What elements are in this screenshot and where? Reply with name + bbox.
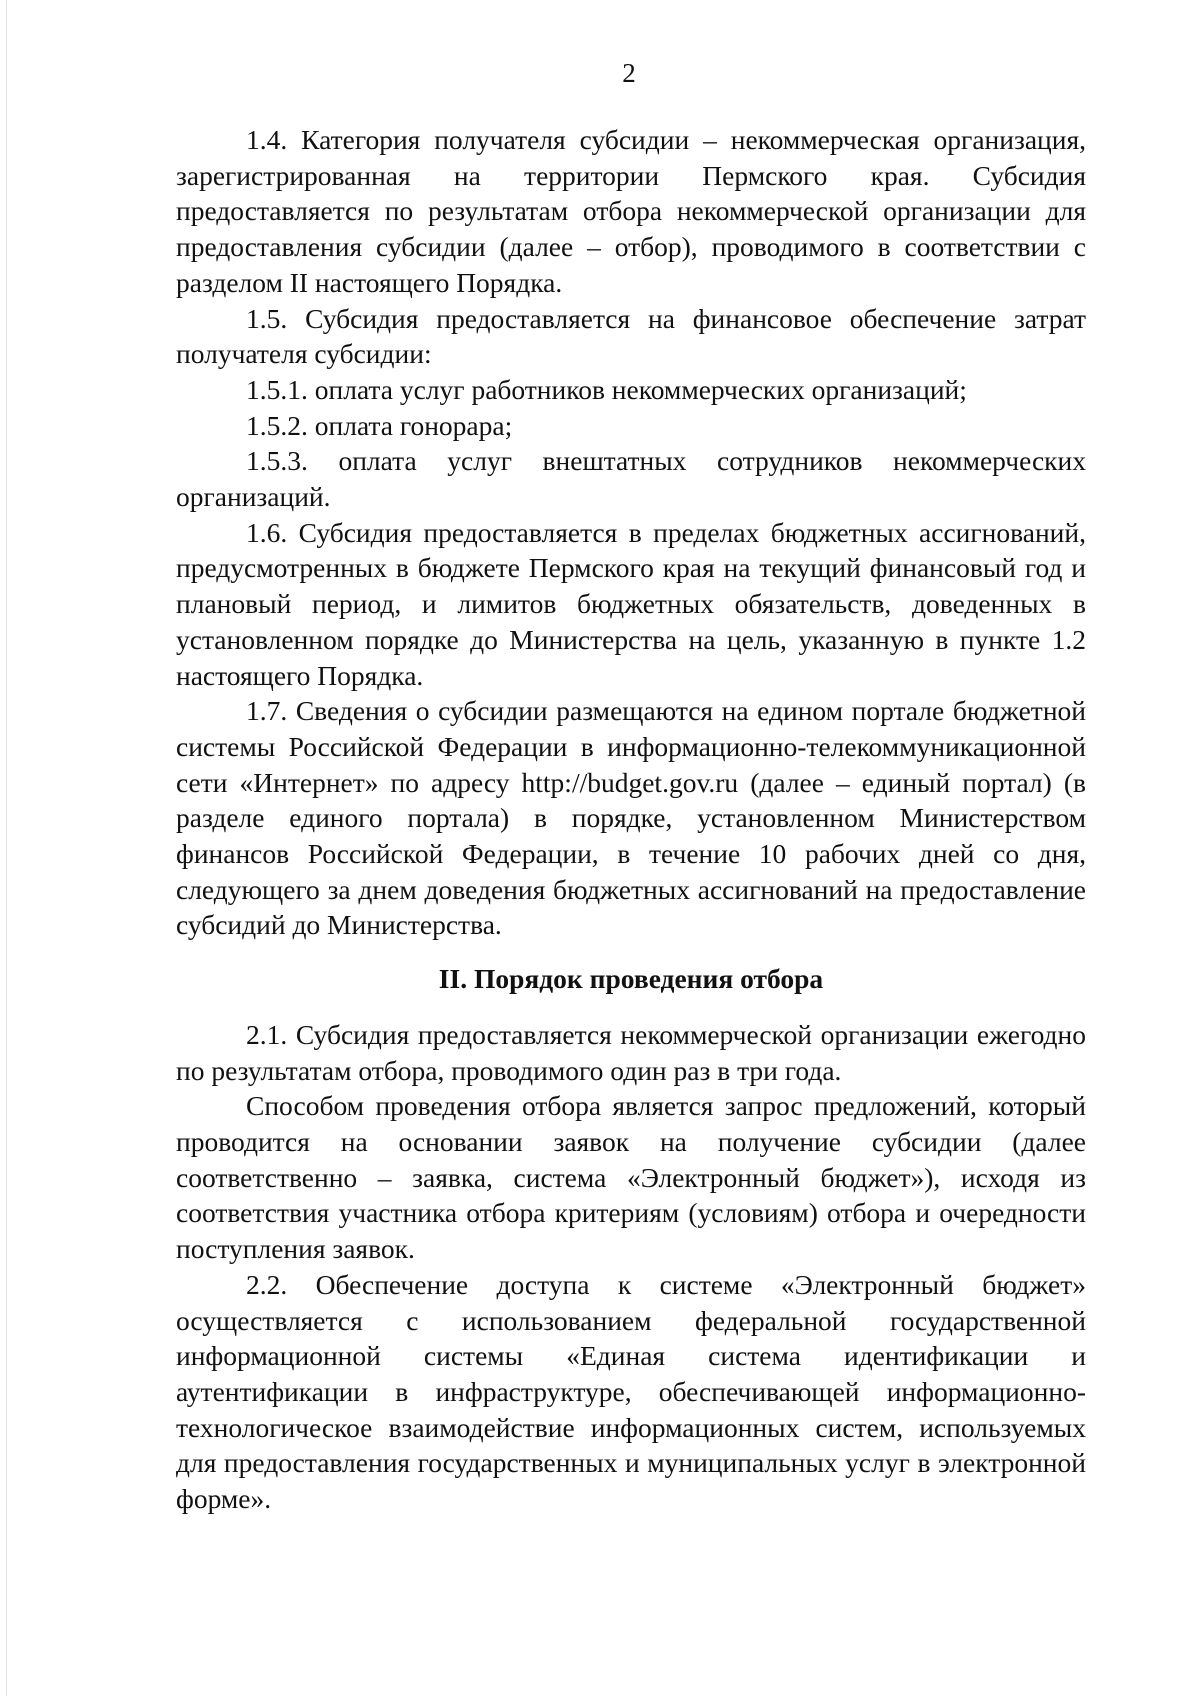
paragraph-1-5-1: 1.5.1. оплата услуг работников некоммерческих организаций; [246,373,967,405]
paragraph-1-5: 1.5. Субсидия предоставляется на финансовое обеспечение затрат получателя субсидии: [176,302,1086,370]
paragraph-2-2: 2.2. Обеспечение доступа к системе «Электронный бюджет» осуществляется с использованием федеральной государственной информационной системы «Единая система идентификации и аутентификации в инфраструктуре, обеспечивающей информационно-технологическое взаимодействие информационных систем, используемых для предоставления государственных и муниципальных услуг в электронной форме». [176,1268,1086,1515]
paragraph-1-4: 1.4. Категория получателя субсидии – некоммерческая организация, зарегистрированная на территории Пермского края. Субсидия предоставляется по результатам отбора некоммерческой организации для предоставления субсидии (далее – отбор), проводимого в соответствии с разделом II настоящего Порядка. [176,124,1086,298]
paragraph-1-5-2: 1.5.2. оплата гонорара; [246,409,513,441]
paragraph-2-1: 2.1. Субсидия предоставляется некоммерческой организации ежегодно по результатам отбора, проводимого один раз в три года. [176,1018,1086,1086]
scan-edge-line [6,0,7,1696]
page-number: 2 [622,58,636,88]
paragraph-1-5-3: 1.5.3. оплата услуг внештатных сотрудников некоммерческих организаций. [176,445,1086,513]
document-body [176,122,1086,1517]
section-heading: II. Порядок проведения отбора [438,963,824,995]
paragraph-1-7: 1.7. Сведения о субсидии размещаются на едином портале бюджетной системы Российской Федерации в информационно-телекоммуникационной сети «Интернет» по адресу http://budget.gov.ru (далее – единый портал) (в разделе единого портала) в порядке, установленном Министерством финансов Российской Федерации, в течение 10 рабочих дней со дня, следующего за днем доведения бюджетных ассигнований на предоставление субсидий до Министерства. [176,695,1086,941]
paragraph-1-6: 1.6. Субсидия предоставляется в пределах бюджетных ассигнований, предусмотренных в бюджете Пермского края на текущий финансовый год и плановый период, и лимитов бюджетных обязательств, доведенных в установленном порядке до Министерства на цель, указанную в пункте 1.2 настоящего Порядка. [176,516,1086,691]
paragraph-selection-method: Способом проведения отбора является запрос предложений, который проводится на основании заявок на получение субсидии (далее соответственно – заявка, система «Электронный бюджет»), исходя из соответствия участника отбора критериям (условиям) отбора и очередности поступления заявок. [176,1090,1086,1265]
